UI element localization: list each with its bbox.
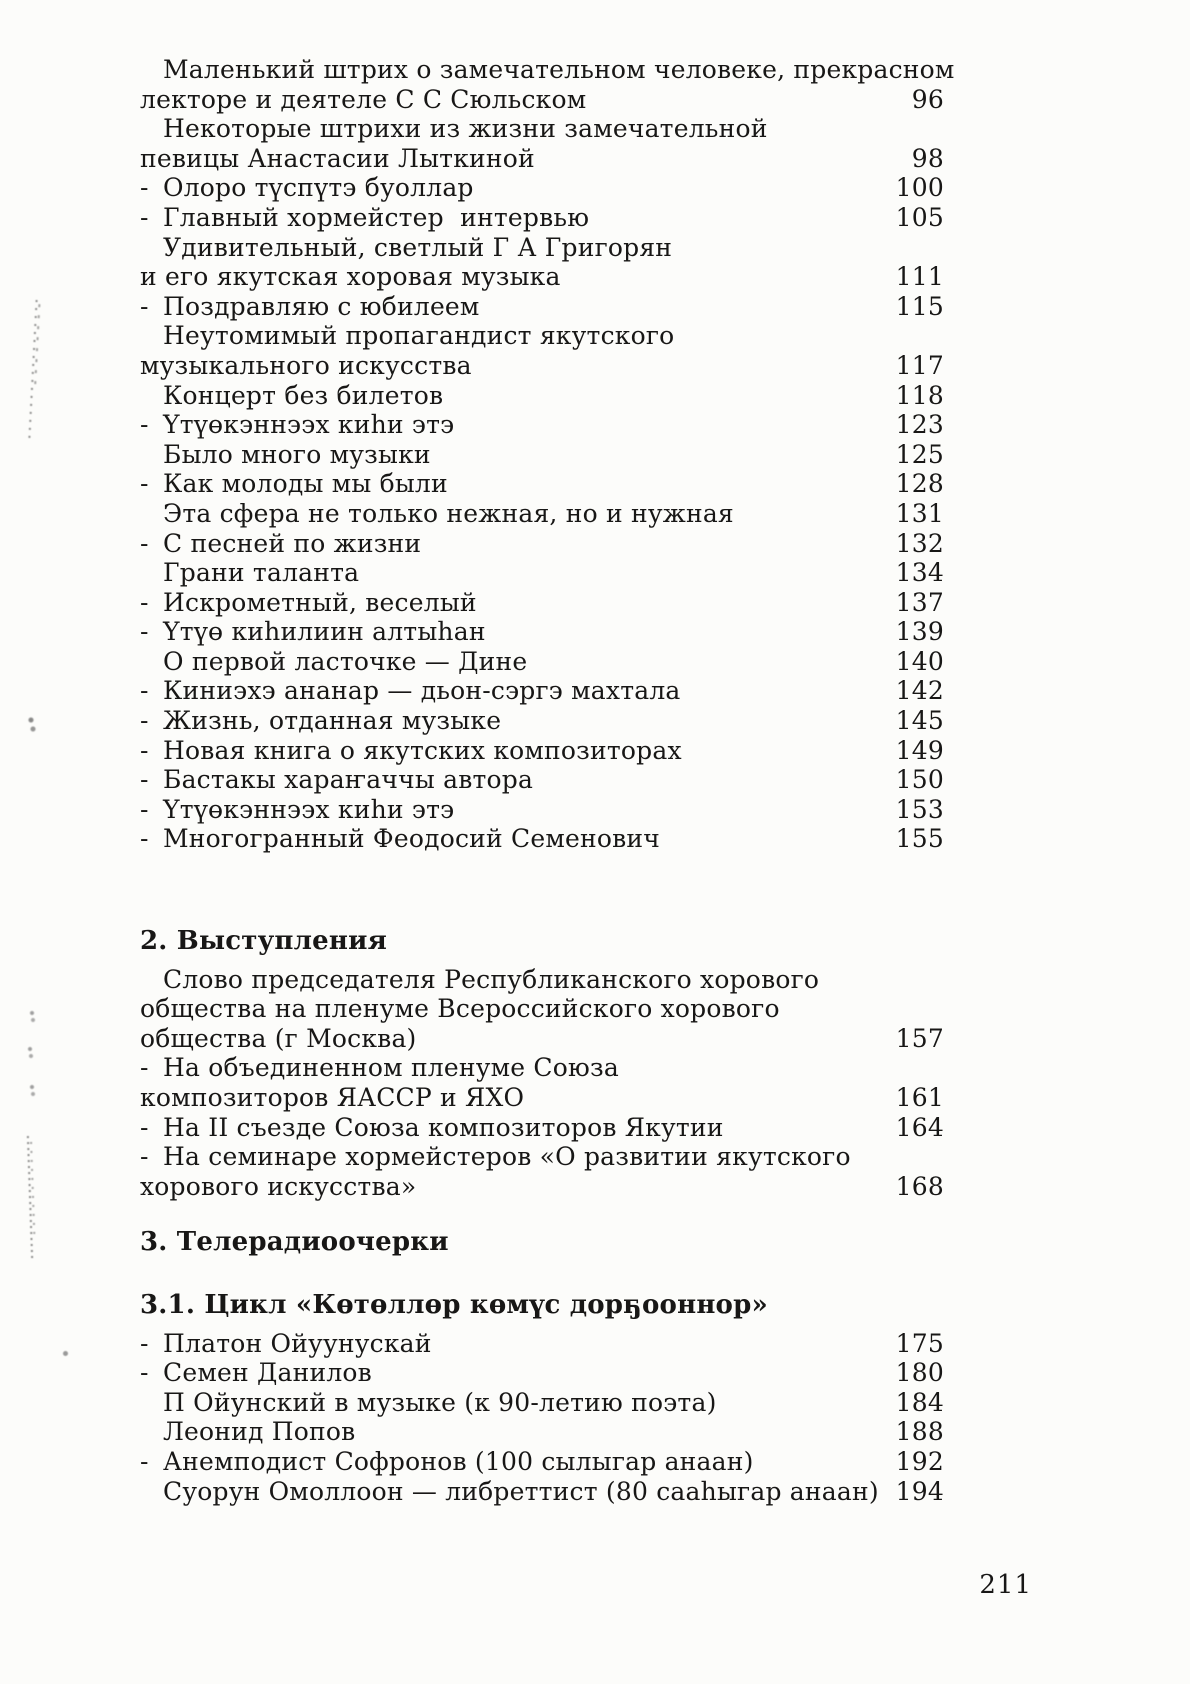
- toc-entry-text: Жизнь, отданная музыке: [163, 706, 502, 736]
- toc-page-number: 155: [895, 824, 944, 854]
- toc-page-number: 149: [895, 735, 944, 765]
- toc-page-number: 194: [895, 1476, 944, 1506]
- toc-entry-text: Леонид Попов: [163, 1417, 356, 1447]
- toc-entry-text: Неутомимый пропагандист якутского: [163, 321, 675, 351]
- toc-page-number: 125: [895, 439, 944, 469]
- toc-entry-text: Үтүө киһилиин алтыһан: [163, 617, 486, 647]
- toc-page-number: 134: [895, 558, 944, 588]
- toc-page-number: 132: [895, 528, 944, 558]
- toc-entry-title: [140, 1142, 874, 1172]
- toc-row: [140, 706, 944, 736]
- toc-page-number: 118: [895, 380, 944, 410]
- toc-gap: [140, 854, 944, 927]
- toc-row: [140, 1329, 944, 1359]
- toc-entry-title: [140, 351, 874, 381]
- toc-page-number: 161: [895, 1083, 944, 1112]
- toc-entry-title: [140, 1447, 874, 1477]
- toc-row: [140, 588, 944, 618]
- toc-row: [140, 292, 944, 322]
- toc-row: [140, 1142, 944, 1172]
- toc-entry-text: Некоторые штрихи из жизни замечательной: [163, 114, 768, 144]
- toc-page-number: 145: [895, 706, 944, 736]
- toc-entry-text: Суорун Омоллоон — либреттист (80 сааһыгар анаан): [163, 1476, 879, 1506]
- toc-entry-title: [140, 617, 874, 647]
- toc-row: [140, 469, 944, 499]
- toc-row: [140, 1172, 944, 1202]
- toc-entry-text: общества на пленуме Всероссийского хорового: [140, 994, 780, 1024]
- toc-row: [140, 55, 955, 85]
- toc-page-number: 111: [895, 262, 944, 292]
- toc-page-number: 128: [895, 469, 944, 499]
- toc-row: [140, 1417, 944, 1447]
- toc-page-number: 96: [911, 84, 944, 114]
- toc-row: [140, 558, 944, 588]
- toc-entry-text: Было много музыки: [163, 439, 431, 469]
- toc-entry-title: [140, 85, 874, 115]
- toc-entry-text: хорового искусства»: [140, 1171, 417, 1201]
- toc-entry-text: Семен Данилов: [163, 1358, 372, 1388]
- toc-page-number: 180: [895, 1358, 944, 1388]
- toc-dash-marker: -: [140, 410, 149, 440]
- toc-page-number: 150: [895, 765, 944, 795]
- toc-entry-text: общества (г Москва): [140, 1023, 417, 1053]
- toc-heading-text: [140, 1291, 874, 1321]
- toc-entry-title: [140, 736, 874, 766]
- toc-row: [140, 499, 944, 529]
- toc-row: [140, 1113, 944, 1143]
- toc-entry-text: Удивительный, светлый Г А Григорян: [163, 232, 673, 262]
- toc-page-number: 188: [895, 1417, 944, 1447]
- toc-dash-marker: -: [140, 824, 149, 854]
- toc-page-number: 117: [895, 350, 944, 380]
- toc-entry-title: [140, 144, 874, 174]
- toc-entry-text: Как молоды мы были: [163, 469, 448, 499]
- toc-entry-text: Анемподист Софронов (100 сылыгар анаан): [163, 1446, 754, 1476]
- toc-entry-title: [140, 1417, 874, 1447]
- margin-scribble-mark: [23, 1136, 39, 1258]
- toc-dash-marker: -: [140, 528, 149, 558]
- margin-ink-speck: [28, 716, 36, 736]
- toc-entry-text: Грани таланта: [163, 558, 360, 588]
- toc-entry-text: 3. Телерадиоочерки: [140, 1227, 449, 1258]
- toc-entry-title: [140, 1053, 874, 1083]
- toc-row: [140, 1447, 944, 1477]
- toc-row: [140, 144, 944, 174]
- toc-dash-marker: -: [140, 202, 149, 232]
- toc-entry-text: композиторов ЯАССР и ЯХО: [140, 1083, 525, 1112]
- toc-page-number: 131: [895, 498, 944, 528]
- margin-scribble-mark: [25, 300, 42, 438]
- toc-entry-text: На семинаре хормейстеров «О развитии якутского: [163, 1142, 851, 1172]
- toc-dash-marker: -: [140, 1112, 149, 1142]
- toc-dash-marker: -: [140, 1053, 149, 1083]
- toc-row: [140, 440, 944, 470]
- toc-dash-marker: -: [140, 735, 149, 765]
- toc-entry-title: [140, 1172, 874, 1202]
- toc-row: [140, 321, 944, 351]
- toc-section-heading: [140, 1228, 944, 1258]
- toc-entry-title: [140, 203, 874, 233]
- toc-row: [140, 85, 944, 115]
- toc-entry-text: 2. Выступления: [140, 926, 388, 957]
- toc-entry-title: [140, 114, 874, 144]
- toc-row: [140, 262, 944, 292]
- toc-entry-title: [140, 410, 874, 440]
- toc-entry-title: [140, 173, 874, 203]
- toc-row: [140, 233, 944, 263]
- toc-row: [140, 203, 944, 233]
- toc-entry-text: На объединенном пленуме Союза: [163, 1053, 619, 1083]
- toc-dash-marker: -: [140, 587, 149, 617]
- toc-page-number: 157: [895, 1023, 944, 1053]
- toc-dash-marker: -: [140, 1328, 149, 1358]
- toc-page-number: 137: [895, 587, 944, 617]
- toc-entry-title: [140, 529, 874, 559]
- toc-dash-marker: -: [140, 765, 149, 795]
- toc-page-number: 140: [895, 646, 944, 676]
- toc-entry-text: На II съезде Союза композиторов Якутии: [163, 1112, 724, 1142]
- toc-entry-title: [140, 706, 874, 736]
- toc-heading-text: [140, 927, 874, 957]
- toc-row: [140, 1053, 944, 1083]
- toc-entry-text: Олоро түспүтэ буоллар: [163, 173, 474, 203]
- toc-row: [140, 676, 944, 706]
- toc-page-number: 98: [911, 143, 944, 173]
- toc-page-number: 123: [895, 410, 944, 440]
- toc-row: [140, 410, 944, 440]
- toc-row: [140, 173, 944, 203]
- toc-gap: [140, 1201, 944, 1228]
- toc-entry-title: [140, 558, 874, 588]
- toc-dash-marker: -: [140, 617, 149, 647]
- toc-dash-marker: -: [140, 1446, 149, 1476]
- toc-row: [140, 965, 944, 995]
- toc-page-number: 168: [895, 1171, 944, 1201]
- toc-section-heading: [140, 1291, 944, 1321]
- toc-entry-text: 3.1. Цикл «Көтөллөр көмүс дорҕооннор»: [140, 1289, 768, 1320]
- toc-dash-marker: -: [140, 706, 149, 736]
- toc-row: [140, 765, 944, 795]
- toc-row: [140, 1024, 944, 1054]
- toc-dash-marker: -: [140, 1358, 149, 1388]
- toc-entry-text: Новая книга о якутских композиторах: [163, 735, 682, 765]
- toc-entry-title: [140, 499, 874, 529]
- toc-entry-text: Платон Ойуунускай: [163, 1328, 432, 1358]
- toc-entry-text: О первой ласточке — Дине: [163, 646, 528, 676]
- toc-entry-text: Бастакы хараҥаччы автора: [163, 765, 534, 795]
- toc-entry-text: Главный хормейстер интервью: [163, 202, 590, 232]
- toc-entry-text: Концерт без билетов: [163, 380, 444, 410]
- toc-row: [140, 795, 944, 825]
- toc-entry-title: [140, 262, 874, 292]
- toc-page-number: 184: [895, 1387, 944, 1417]
- toc-dash-marker: -: [140, 291, 149, 321]
- toc-entry-text: музыкального искусства: [140, 350, 472, 380]
- toc-entry-title: [140, 588, 874, 618]
- toc-entry-title: [140, 440, 874, 470]
- toc-section-heading: [140, 927, 944, 957]
- toc-page-number: 164: [895, 1112, 944, 1142]
- toc-entry-title: [140, 965, 874, 995]
- toc-entry-title: [140, 55, 955, 85]
- toc-page-number: 105: [895, 202, 944, 232]
- margin-ink-speck: [29, 1084, 36, 1098]
- margin-dot-mark: [63, 1351, 68, 1356]
- toc-gap: [140, 1266, 944, 1291]
- toc-entry-title: [140, 292, 874, 322]
- toc-row: [140, 994, 944, 1024]
- toc-entry-title: [140, 1329, 874, 1359]
- toc-dash-marker: -: [140, 469, 149, 499]
- toc-dash-marker: -: [140, 794, 149, 824]
- toc-entry-text: Слово председателя Республиканского хорового: [163, 964, 820, 994]
- toc-entry-text: Многогранный Феодосий Семенович: [163, 824, 660, 854]
- toc-row: [140, 1388, 944, 1418]
- toc-row: [140, 1477, 944, 1507]
- toc-page-number: 153: [895, 794, 944, 824]
- toc-entry-title: [140, 321, 874, 351]
- toc-entry-text: певицы Анастасии Лыткиной: [140, 143, 535, 173]
- toc-page-number: 139: [895, 617, 944, 647]
- toc-entry-title: [140, 1113, 874, 1143]
- toc-entry-title: [140, 824, 874, 854]
- toc-entry-title: [140, 1083, 874, 1113]
- toc-entry-text: Үтүөкэннээх киһи этэ: [163, 794, 455, 824]
- toc-entry-title: [140, 647, 874, 677]
- toc-page-number: 115: [895, 291, 944, 321]
- toc-dash-marker: -: [140, 173, 149, 203]
- toc-entry-title: [140, 994, 874, 1024]
- toc-row: [140, 1083, 944, 1113]
- toc-entry-title: [140, 381, 874, 411]
- toc-entry-title: [140, 1476, 879, 1507]
- margin-ink-speck: [29, 1010, 36, 1024]
- toc-row: [140, 1358, 944, 1388]
- toc-entry-text: Поздравляю с юбилеем: [163, 291, 480, 321]
- toc-entry-title: [140, 1358, 874, 1388]
- toc-entry-title: [140, 1388, 874, 1418]
- toc-dash-marker: -: [140, 676, 149, 706]
- toc-row: [140, 114, 944, 144]
- toc-page-number: 192: [895, 1446, 944, 1476]
- toc-row: [140, 617, 944, 647]
- toc-entry-title: [140, 676, 874, 706]
- toc-entry-title: [140, 233, 874, 263]
- toc-entry-title: [140, 765, 874, 795]
- page-number: 211: [979, 1570, 1032, 1600]
- toc-entry-text: Киниэхэ ананар — дьон-сэргэ махтала: [163, 676, 681, 706]
- toc-page-number: 142: [895, 676, 944, 706]
- toc-page-number: 100: [895, 173, 944, 203]
- toc-entry-text: лекторе и деятеле С С Сюльском: [140, 84, 587, 114]
- toc-row: [140, 736, 944, 766]
- toc-entry-text: С песней по жизни: [163, 528, 422, 558]
- toc-entry-text: Маленький штрих о замечательном человеке, прекрасном: [163, 55, 955, 84]
- toc-heading-text: [140, 1228, 874, 1258]
- toc-page-number: 175: [895, 1328, 944, 1358]
- toc-row: [140, 647, 944, 677]
- toc-entry-text: и его якутская хоровая музыка: [140, 262, 561, 292]
- toc-entry-title: [140, 795, 874, 825]
- toc-row: [140, 351, 944, 381]
- toc-entry-title: [140, 469, 874, 499]
- toc-dash-marker: -: [140, 1142, 149, 1172]
- toc-entry-text: Үтүөкэннээх киһи этэ: [163, 410, 455, 440]
- toc-entry-title: [140, 1024, 874, 1054]
- toc-entry-text: Эта сфера не только нежная, но и нужная: [163, 498, 734, 528]
- toc-entry-text: Искрометный, веселый: [163, 587, 477, 617]
- toc-row: [140, 529, 944, 559]
- toc-rows: [140, 55, 955, 1506]
- toc-row: [140, 824, 944, 854]
- toc-entry-text: П Ойунский в музыке (к 90-летию поэта): [163, 1387, 717, 1417]
- toc-row: [140, 381, 944, 411]
- margin-ink-speck: [27, 1046, 34, 1060]
